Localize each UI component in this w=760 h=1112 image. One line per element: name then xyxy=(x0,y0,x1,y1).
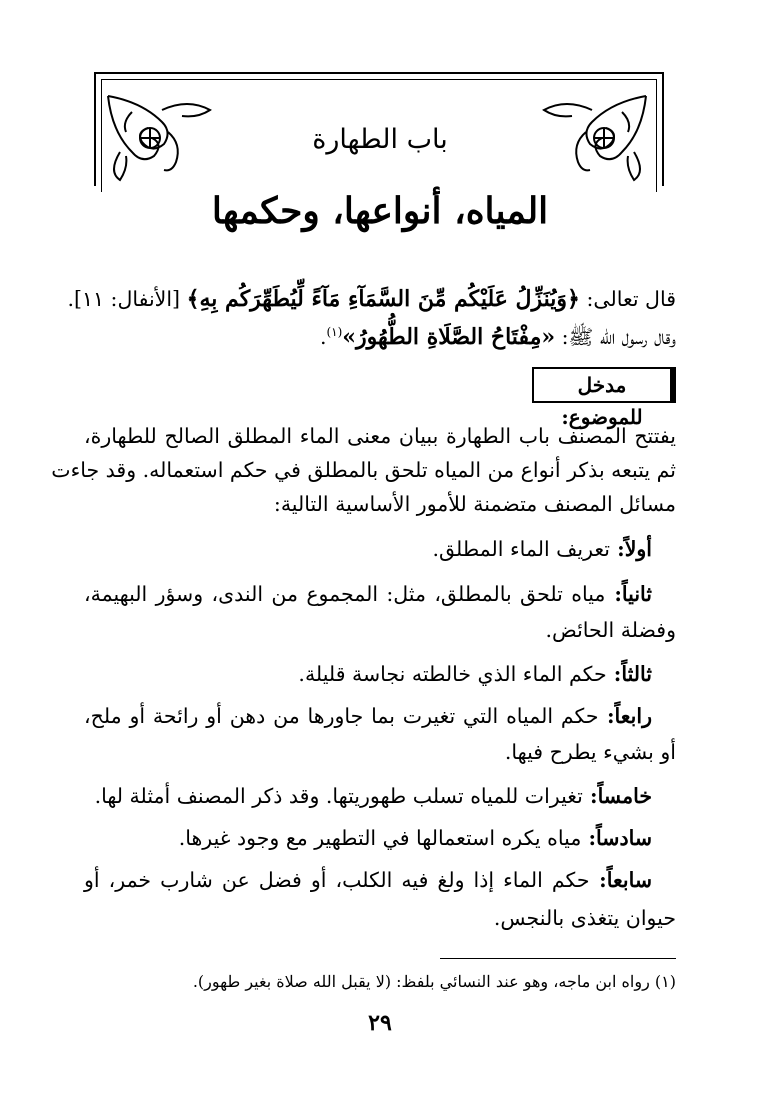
list-item xyxy=(84,868,652,892)
item-lead: ثانياً: xyxy=(605,582,653,606)
paragraph-line: يفتتح المصنف باب الطهارة ببيان معنى الماء المطلق الصالح للطهارة، xyxy=(84,424,676,448)
item-lead: خامساً: xyxy=(582,784,652,808)
paragraph-line: مسائل المصنف متضمنة للأمور الأساسية التالية: xyxy=(273,492,676,516)
list-item-continuation: حيوان يتغذى بالنجس. xyxy=(493,906,676,930)
section-heading-box: مدخل للموضوع: xyxy=(532,367,676,403)
list-item xyxy=(179,826,652,850)
hadith-intro: وقال رسول الله ﷺ: xyxy=(555,325,676,349)
footnote: (١) رواه ابن ماجه، وهو عند النسائي بلفظ: (لا يقبل الله صلاة بغير طهور). xyxy=(192,972,676,991)
floral-ornament-icon xyxy=(102,92,220,184)
item-lead: رابعاً: xyxy=(598,704,652,728)
chapter-heading: باب الطهارة xyxy=(312,124,448,155)
page-title: المياه، أنواعها، وحكمها xyxy=(211,190,549,232)
paragraph-line: ثم يتبعه بذكر أنواع من المياه تلحق بالمطلق في حكم استعماله. وقد جاءت xyxy=(51,458,676,482)
page-number: ٢٩ xyxy=(368,1010,392,1036)
item-text: حكم المياه التي تغيرت بما جاورها من دهن أو رائحة أو ملح، xyxy=(84,704,599,728)
list-item xyxy=(84,704,652,728)
item-lead: سابعاً: xyxy=(589,868,653,892)
quran-verse: ﴿وَيُنَزِّلُ عَلَيْكُم مِّنَ السَّمَآءِ مَآءً لِّيُطَهِّرَكُم بِهِ﴾ xyxy=(186,286,580,312)
hadith-line xyxy=(320,324,676,355)
item-text: حكم الماء الذي خالطته نجاسة قليلة. xyxy=(298,662,607,686)
item-text: مياه يكره استعمالها في التطهير مع وجود غيرها. xyxy=(178,826,582,850)
item-lead: سادساً: xyxy=(581,826,652,850)
footnote-divider xyxy=(440,958,676,959)
item-text: حكم الماء إذا ولغ فيه الكلب، أو فضل عن شارب خمر، أو xyxy=(84,868,590,892)
list-item xyxy=(84,582,652,606)
list-item xyxy=(95,784,652,808)
footnote-marker: (١) xyxy=(326,325,343,340)
item-text: مياه تلحق بالمطلق، مثل: المجموع من الندى، وسؤر البهيمة، xyxy=(84,582,606,606)
hadith-text: «مِفْتَاحُ الصَّلَاةِ الطُّهُورُ» xyxy=(342,324,556,350)
list-item xyxy=(298,662,652,686)
list-item-continuation: أو بشيء يطرح فيها. xyxy=(504,740,676,764)
list-item xyxy=(432,537,652,561)
quran-verse-line xyxy=(67,286,676,312)
hadith-end: . xyxy=(319,325,327,349)
list-item-continuation: وفضلة الحائض. xyxy=(545,618,676,642)
verse-reference: [الأنفال: ١١]. xyxy=(67,287,187,311)
item-lead: أولاً: xyxy=(610,537,652,561)
verse-intro: قال تعالى: xyxy=(579,287,676,311)
floral-ornament-icon xyxy=(534,92,652,184)
item-lead: ثالثاً: xyxy=(606,662,652,686)
item-text: تعريف الماء المطلق. xyxy=(432,537,610,561)
item-text: تغيرات للمياه تسلب طهوريتها. وقد ذكر المصنف أمثلة لها. xyxy=(94,784,583,808)
